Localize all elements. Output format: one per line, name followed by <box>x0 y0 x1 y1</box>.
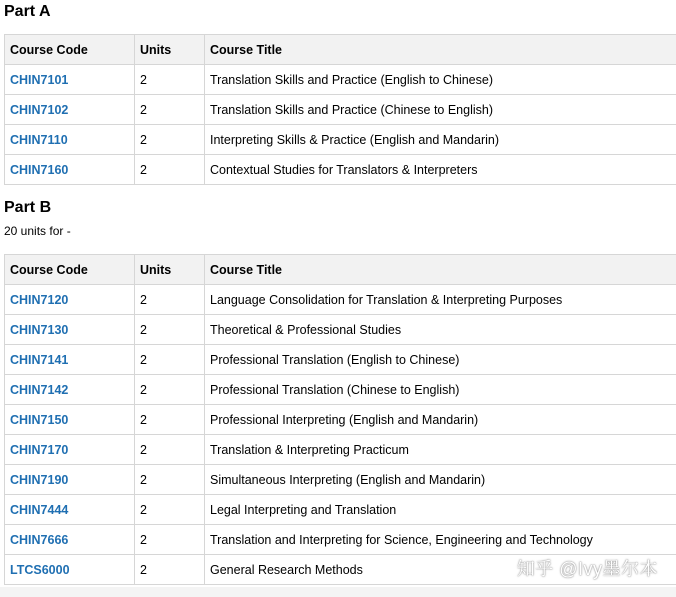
table-row <box>5 285 676 315</box>
course-title-cell: Translation and Interpreting for Science, Engineering and Technology <box>205 525 676 555</box>
table-row <box>5 435 676 465</box>
table-row <box>5 525 676 555</box>
course-title-cell: Translation Skills and Practice (English to Chinese) <box>205 65 676 95</box>
course-code-link[interactable]: LTCS6000 <box>10 562 70 577</box>
column-header-units: Units <box>135 35 205 65</box>
course-code-link[interactable]: CHIN7110 <box>10 132 68 147</box>
table-row <box>5 315 676 345</box>
units-cell: 2 <box>135 125 205 155</box>
units-cell: 2 <box>135 495 205 525</box>
part-b-note: 20 units for - <box>4 224 71 238</box>
course-title-cell: Simultaneous Interpreting (English and Mandarin) <box>205 465 676 495</box>
course-title-cell: Professional Translation (Chinese to English) <box>205 375 676 405</box>
units-cell: 2 <box>135 155 205 185</box>
column-header-units: Units <box>135 255 205 285</box>
course-code-cell <box>5 125 135 155</box>
course-code-cell <box>5 65 135 95</box>
course-code-cell <box>5 555 135 585</box>
course-code-link[interactable]: CHIN7666 <box>10 532 69 547</box>
table-row <box>5 125 676 155</box>
part-a-course-table <box>4 34 676 185</box>
table-row <box>5 345 676 375</box>
units-cell: 2 <box>135 345 205 375</box>
course-code-link[interactable]: CHIN7141 <box>10 352 69 367</box>
course-code-link[interactable]: CHIN7160 <box>10 162 69 177</box>
course-code-cell <box>5 435 135 465</box>
table-row <box>5 375 676 405</box>
course-title-cell: Theoretical & Professional Studies <box>205 315 676 345</box>
units-cell: 2 <box>135 285 205 315</box>
course-code-cell <box>5 315 135 345</box>
table-row <box>5 155 676 185</box>
course-code-link[interactable]: CHIN7120 <box>10 292 69 307</box>
units-cell: 2 <box>135 435 205 465</box>
course-code-link[interactable]: CHIN7101 <box>10 72 69 87</box>
bottom-strip <box>0 587 676 597</box>
units-cell: 2 <box>135 555 205 585</box>
course-code-link[interactable]: CHIN7190 <box>10 472 69 487</box>
table-row <box>5 65 676 95</box>
units-cell: 2 <box>135 525 205 555</box>
course-code-link[interactable]: CHIN7130 <box>10 322 69 337</box>
units-cell: 2 <box>135 95 205 125</box>
course-code-link[interactable]: CHIN7142 <box>10 382 69 397</box>
part-a-rows <box>5 65 676 185</box>
column-header-course-code: Course Code <box>5 255 135 285</box>
course-code-cell <box>5 495 135 525</box>
course-code-cell <box>5 375 135 405</box>
course-code-cell <box>5 95 135 125</box>
table-row <box>5 405 676 435</box>
course-title-cell: Professional Translation (English to Chinese) <box>205 345 676 375</box>
watermark: 知乎 @Ivy墨尔本 <box>516 559 658 579</box>
table-row <box>5 465 676 495</box>
part-a-heading: Part A <box>4 3 51 20</box>
table-row <box>5 95 676 125</box>
course-title-cell: General Research Methods <box>205 555 676 585</box>
units-cell: 2 <box>135 405 205 435</box>
course-code-link[interactable]: CHIN7150 <box>10 412 69 427</box>
column-header-course-title: Course Title <box>205 255 676 285</box>
column-header-course-code: Course Code <box>5 35 135 65</box>
part-b-heading: Part B <box>4 199 52 216</box>
course-title-cell: Contextual Studies for Translators & Interpreters <box>205 155 676 185</box>
units-cell: 2 <box>135 65 205 95</box>
course-code-cell <box>5 285 135 315</box>
column-header-course-title: Course Title <box>205 35 676 65</box>
course-code-cell <box>5 525 135 555</box>
course-title-cell: Legal Interpreting and Translation <box>205 495 676 525</box>
course-title-cell: Interpreting Skills & Practice (English and Mandarin) <box>205 125 676 155</box>
table-header-row <box>5 255 676 285</box>
units-cell: 2 <box>135 375 205 405</box>
course-title-cell: Professional Interpreting (English and Mandarin) <box>205 405 676 435</box>
table-row <box>5 495 676 525</box>
part-b-course-table <box>4 254 676 585</box>
course-code-cell <box>5 155 135 185</box>
course-code-link[interactable]: CHIN7102 <box>10 102 69 117</box>
course-title-cell: Language Consolidation for Translation & Interpreting Purposes <box>205 285 676 315</box>
course-title-cell: Translation & Interpreting Practicum <box>205 435 676 465</box>
course-code-cell <box>5 465 135 495</box>
course-code-link[interactable]: CHIN7444 <box>10 502 69 517</box>
course-code-link[interactable]: CHIN7170 <box>10 442 69 457</box>
part-b-rows <box>5 285 676 585</box>
course-title-cell: Translation Skills and Practice (Chinese to English) <box>205 95 676 125</box>
course-code-cell <box>5 345 135 375</box>
units-cell: 2 <box>135 465 205 495</box>
units-cell: 2 <box>135 315 205 345</box>
table-header-row <box>5 35 676 65</box>
course-code-cell <box>5 405 135 435</box>
